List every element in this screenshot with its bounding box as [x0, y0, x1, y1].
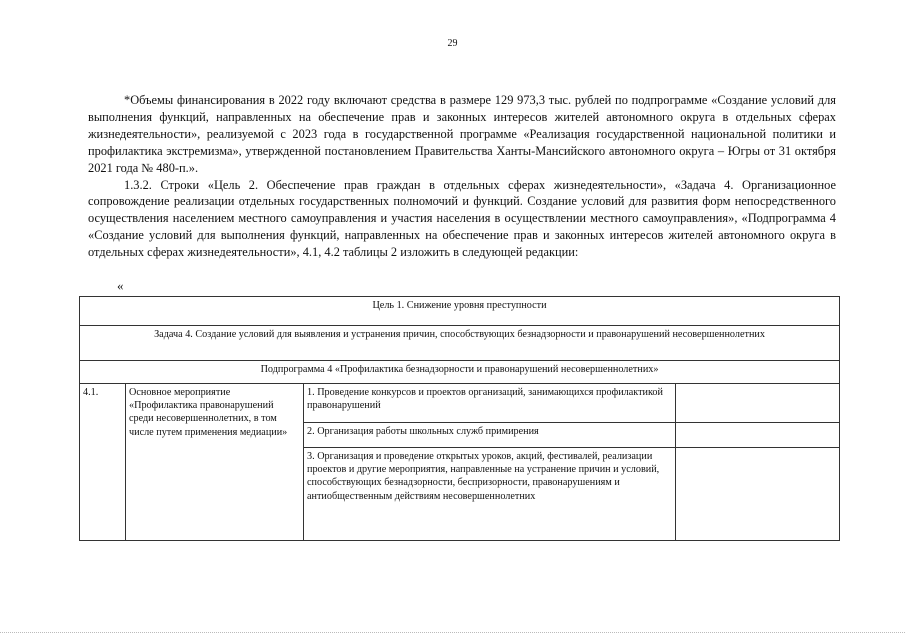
amendment-paragraph: 1.3.2. Строки «Цель 2. Обеспечение прав граждан в отдельных сферах жизнедеятельности», «Задача 4. Организационное сопровождение реализации отдельных государственных полномочий и функций. Создание условий для развития форм непосредственного осуществления населением местного самоуправления и участия населения в осуществлении местного самоуправления», «Подпрограмма 4 «Создание условий для выполнения функций, направленных на обеспечение прав и законных интересов жителей автономного округа в отдельных сферах жизнедеятельности», 4.1, 4.2 таблицы 2 изложить в следующей редакции:	[88, 177, 836, 260]
main-measure-cell: Основное мероприятие «Профилактика правонарушений среди несовершеннолетних, в том числе путем применения медиации»	[126, 384, 304, 541]
table-row	[80, 384, 840, 423]
empty-cell-2	[676, 423, 840, 448]
measure-text-3: 3. Организация и проведение открытых уроков, акций, фестивалей, реализации проектов и другие мероприятия, направленные на устранение причин и условий, способствующих безнадзорности, беспризорности, правонарушениям и антиобщественным действиям несовершеннолетних	[307, 451, 660, 502]
footnote-paragraph: *Объемы финансирования в 2022 году включают средства в размере 129 973,3 тыс. рублей по подпрограмме «Создание условий для выполнения функций, направленных на обеспечение прав и законных интересов жителей автономного округа в отдельных сферах жизнедеятельности», реализуемой с 2023 года в государственной программе «Реализация государственной национальной политики и профилактика экстремизма», утвержденной постановлением Правительства Ханты-Мансийского автономного округа – Югры от 31 октября 2021 года № 480-п.».	[88, 93, 836, 175]
measure-cell-3	[304, 448, 676, 541]
measure-text-2: 2. Организация работы школьных служб примирения	[307, 426, 539, 437]
goal-cell: Цель 1. Снижение уровня преступности	[80, 297, 840, 326]
body-text	[88, 92, 836, 261]
goal-row	[80, 297, 840, 326]
measure-text-1: 1. Проведение конкурсов и проектов организаций, занимающихся профилактикой правонарушений	[307, 387, 663, 412]
page-number: 29	[447, 38, 458, 49]
row-number-cell: 4.1.	[80, 384, 126, 541]
subprogram-row	[80, 361, 840, 384]
empty-cell-1	[676, 384, 840, 423]
task-row	[80, 326, 840, 361]
scan-edge-line	[0, 632, 905, 634]
measures-table	[79, 296, 840, 541]
task-cell: Задача 4. Создание условий для выявления и устранения причин, способствующих безнадзорности и правонарушений несовершеннолетних	[80, 326, 840, 361]
open-quote: «	[117, 278, 124, 293]
measure-cell-1	[304, 384, 676, 423]
measure-cell-2	[304, 423, 676, 448]
empty-cell-3	[676, 448, 840, 541]
subprogram-cell: Подпрограмма 4 «Профилактика безнадзорности и правонарушений несовершеннолетних»	[80, 361, 840, 384]
